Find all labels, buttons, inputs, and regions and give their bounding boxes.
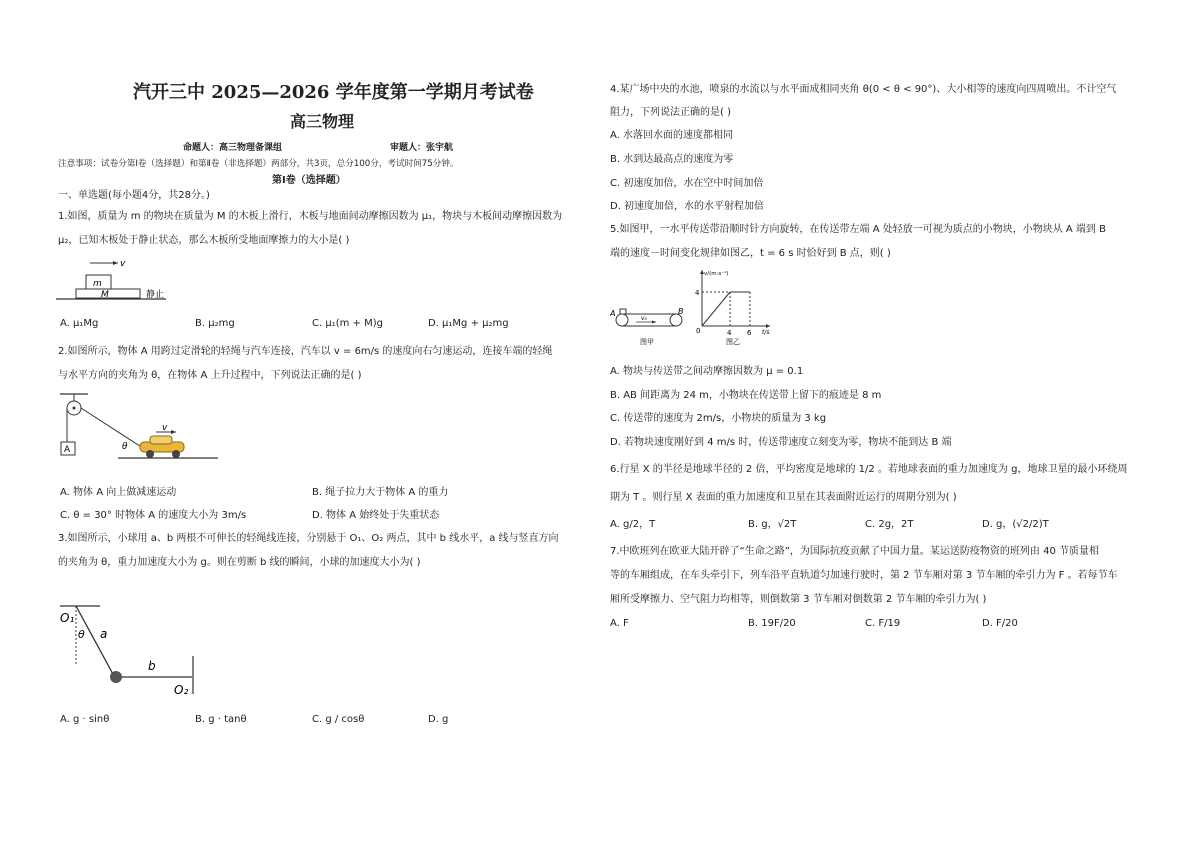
q5-fig-origin: 0 <box>696 327 701 335</box>
q6-option-a[interactable]: A. g/2，T <box>610 519 656 530</box>
q2-text-line2: 与水平方向的夹角为 θ，在物体 A 上升过程中，下列说法正确的是( ) <box>58 370 362 381</box>
q2-option-b[interactable]: B. 绳子拉力大于物体 A 的重力 <box>312 487 449 498</box>
q2-text-line1: 2.如图所示，物体 A 用跨过定滑轮的轻绳与汽车连接，汽车以 v = 6m/s 的速度向右匀速运动，连接车端的轻绳 <box>58 346 553 357</box>
q3-option-a[interactable]: A. g · sinθ <box>60 714 110 725</box>
q5-option-c[interactable]: C. 传送带的速度为 2m/s，小物块的质量为 3 kg <box>610 413 827 424</box>
q1-option-b[interactable]: B. μ₂mg <box>195 318 235 329</box>
q3-fig-theta: θ <box>78 628 85 641</box>
q1-fig-v: v <box>120 259 126 269</box>
q6-text-line2: 期为 T 。则行星 X 表面的重力加速度和卫星在其表面附近运行的周期分别为( ) <box>610 492 957 503</box>
q5-option-b[interactable]: B. AB 间距离为 24 m，小物块在传送带上留下的痕迹是 8 m <box>610 390 882 401</box>
reviewer: 审题人：张宇航 <box>390 143 454 153</box>
q2-fig-A: A <box>64 445 71 455</box>
q3-option-d[interactable]: D. g <box>428 714 449 725</box>
q6-option-b[interactable]: B. g，√2T <box>748 519 797 530</box>
section-heading: 一、单选题(每小题4分，共28分。) <box>58 190 210 201</box>
q5-text-line1: 5.如图甲，一水平传送带沿顺时针方向旋转，在传送带左端 A 处轻放一可视为质点的小物块，小物块从 A 端到 B <box>610 224 1106 235</box>
q5-fig-x4: 4 <box>727 329 732 337</box>
q3-fig-b: b <box>148 659 156 673</box>
q3-option-c[interactable]: C. g / cosθ <box>312 714 365 725</box>
q5-fig-xlabel: t/s <box>762 329 770 336</box>
q3-fig-a: a <box>100 627 108 641</box>
q6-option-c[interactable]: C. 2g，2T <box>865 519 914 530</box>
q6-text-line1: 6.行星 X 的半径是地球半径的 2 倍，平均密度是地球的 1/2 。若地球表面的重力加速度为 g，地球卫星的最小环绕周 <box>610 464 1128 475</box>
q5-text-line2: 端的速度－时间变化规律如图乙，t = 6 s 时恰好到 B 点，则( ) <box>610 248 891 259</box>
q7-option-a[interactable]: A. F <box>610 618 629 629</box>
q4-text-line1: 4.某广场中央的水池，喷泉的水流以与水平面成相同夹角 θ(0 < θ < 90°)、大小相等的速度向四周喷出。不计空气 <box>610 84 1117 95</box>
part-one-heading: 第Ⅰ卷（选择题） <box>272 175 346 186</box>
q2-figure <box>58 390 223 468</box>
q5-fig-y4: 4 <box>695 289 700 297</box>
q4-text-line2: 阻力，下列说法正确的是( ) <box>610 107 731 118</box>
q7-option-c[interactable]: C. F/19 <box>865 618 901 629</box>
q1-fig-M: M <box>101 290 109 300</box>
q1-option-c[interactable]: C. μ₁(m + M)g <box>312 318 383 329</box>
q2-option-d[interactable]: D. 物体 A 始终处于失重状态 <box>312 510 440 521</box>
q5-fig-B: B <box>678 307 684 316</box>
q4-option-c[interactable]: C. 初速度加倍，水在空中时间加倍 <box>610 178 764 189</box>
q1-text-line2: μ₂，已知木板处于静止状态，那么木板所受地面摩擦力的大小是( ) <box>58 235 350 246</box>
q5-option-d[interactable]: D. 若物块速度刚好到 4 m/s 时，传送带速度立刻变为零，物块不能到达 B 端 <box>610 437 952 448</box>
q1-fig-still: 静止 <box>146 290 165 300</box>
q7-text-line2: 等的车厢组成，在车头牵引下，列车沿平直轨道匀加速行驶时，第 2 节车厢对第 3 节车厢的牵引力为 F 。若每节车 <box>610 570 1118 581</box>
q2-option-c[interactable]: C. θ = 30° 时物体 A 的速度大小为 3m/s <box>60 510 247 521</box>
q4-option-d[interactable]: D. 初速度加倍，水的水平射程加倍 <box>610 201 765 212</box>
q6-option-d[interactable]: D. g，(√2/2)T <box>982 519 1049 530</box>
q1-option-a[interactable]: A. μ₁Mg <box>60 318 99 329</box>
q4-option-b[interactable]: B. 水到达最高点的速度为零 <box>610 154 734 165</box>
notice: 注意事项：试卷分第Ⅰ卷（选择题）和第Ⅱ卷（非选择题）两部分，共3页，总分100分，考试时间75分钟。 <box>58 159 459 169</box>
q2-fig-v: v <box>162 423 168 433</box>
q5-fig-A: A <box>610 309 616 318</box>
q1-text-line1: 1.如图，质量为 m 的物块在质量为 M 的木板上滑行，木板与地面间动摩擦因数为 μ₁，物块与木板间动摩擦因数为 <box>58 211 563 222</box>
q3-fig-O2: O₂ <box>174 683 189 697</box>
q5-figure <box>610 266 790 350</box>
q1-option-d[interactable]: D. μ₁Mg + μ₂mg <box>428 318 509 329</box>
q1-figure <box>56 253 186 303</box>
q2-fig-theta: θ <box>122 442 128 452</box>
q5-option-a[interactable]: A. 物块与传送带之间动摩擦因数为 μ = 0.1 <box>610 366 804 377</box>
q5-fig-caption2: 图乙 <box>726 338 740 346</box>
q7-text-line3: 厢所受摩擦力、空气阻力均相等，则倒数第 3 节车厢对倒数第 2 节车厢的牵引力为( ) <box>610 594 987 605</box>
subject-title: 高三物理 <box>290 112 355 131</box>
q4-option-a[interactable]: A. 水落回水面的速度都相同 <box>610 130 734 141</box>
q5-fig-caption1: 图甲 <box>640 338 654 346</box>
q2-option-a[interactable]: A. 物体 A 向上做减速运动 <box>60 487 177 498</box>
q5-fig-v0: v₀ <box>641 315 647 322</box>
exam-title: 汽开三中 2025—2026 学年度第一学期月考试卷 <box>133 82 534 103</box>
q7-option-d[interactable]: D. F/20 <box>982 618 1018 629</box>
q5-fig-x6: 6 <box>747 329 752 337</box>
q3-fig-O1: O₁ <box>60 611 75 625</box>
q3-figure <box>56 600 206 700</box>
q3-text-line1: 3.如图所示，小球用 a、b 两根不可伸长的轻绳线连接，分别悬于 O₁、O₂ 两点，其中 b 线水平，a 线与竖直方向 <box>58 533 559 544</box>
q5-fig-ylabel: v/(m·s⁻¹) <box>704 271 729 277</box>
q1-fig-m: m <box>93 279 102 289</box>
q3-text-line2: 的夹角为 θ，重力加速度大小为 g。则在剪断 b 线的瞬间，小球的加速度大小为( ) <box>58 557 421 568</box>
authors: 命题人：高三物理备课组 <box>183 143 283 153</box>
q3-option-b[interactable]: B. g · tanθ <box>195 714 247 725</box>
q7-option-b[interactable]: B. 19F/20 <box>748 618 796 629</box>
q7-text-line1: 7.中欧班列在欧亚大陆开辟了“生命之路”，为国际抗疫贡献了中国力量。某运送防疫物资的班列由 40 节质量相 <box>610 546 1099 557</box>
